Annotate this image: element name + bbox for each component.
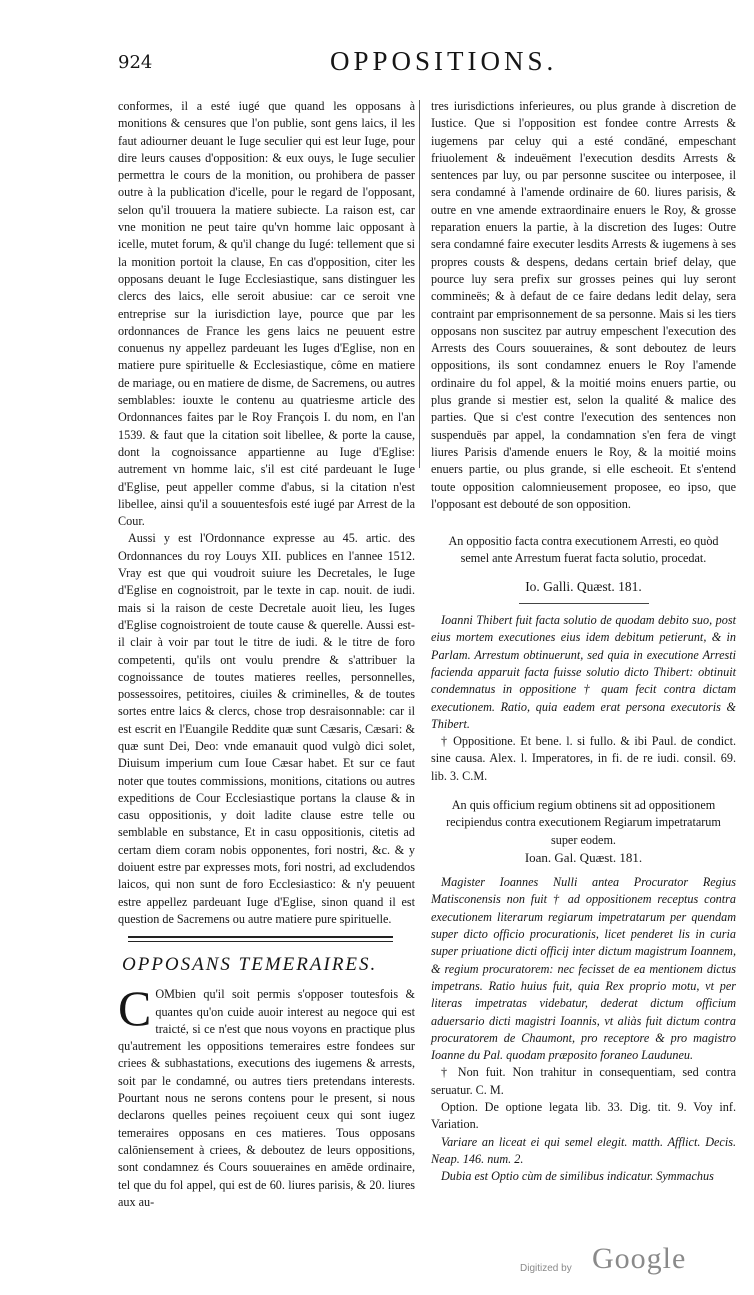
column-divider bbox=[419, 100, 420, 468]
left-paragraph-1: conformes, il a esté iugé que quand les opposans à monitions & censures que l'on publie, sont gens laics, il les faut adiourner deuant le Iuge seculier qui est leur Iuge, pour dire leurs causes d'opposition: & eux ouys, le Iuge seculier permettra le cours de la monition, ou prohibera de passer outre à la publication d'icelle, pour le regard de l'opposant, selon qu'il trouuera la matiere subiecte. La raison est, car vne monition ne peut taire qu'vn homme laic opposant à icelle, mutet forum, & qu'il change du Iugé: tellement que si la monition portoit la clause, En cas d'opposition, citer les opposans deuant le Iuge Ecclesiastique, sans distinguer les clercs des laics, elle seroit abusiue: car ce seroit vne entreprise sur la iurisdiction laye, pource que par les ordonnances de France les gens laics ne peuuent estre conuenus ny appellez pardeuant les Iuges d'Eglise, non en matiere pure spirituelle & Ecclesiastique, côme en matiere de mariage, ou en matiere de disme, de Sacremens, ou autres semblables: iouxte le contenu au quatriesme article des Ordonnances faites par le Roy François I. du nom, en l'an 1539. & faut que la citation soit libellee, & porte la cause, dont la cognoissance appartienne au Iuge d'Eglise: autrement vn homme laic, s'il est cité pardeuant le Iuge d'Eglise, peut appeller comme d'abus, si la citation n'est libellee, ainsi qu'il a souuentesfois esté iugé par Arrest de la Cour. bbox=[118, 99, 415, 529]
left-paragraph-3-text: OMbien qu'il soit permis s'opposer toutesfois & quantes qu'on cuide auoir interest au negoce qui est traicté, si ce n'est que nous voyons en practique plus qu'autrement les oppositions temeraires estre fondees sur criees & subhastations, executions des iugemens & arrests, soit par le condamné, ou autres tiers pretendans interests. Pourtant nous ne serons contens pour le present, si nous declarons quelles peines reçoiuent ceux qui sont iugez temeraires opposans en ces matieres. Tous opposans calōniensement à criees, & deboutez de leurs oppositions, sont condamnez és Cours souueraines en amēde ordinaire, tel que du fol appel, qui est de 60. liures parisis, & 20. liures aux au- bbox=[118, 987, 415, 1209]
left-paragraph-3 bbox=[118, 980, 415, 1211]
dropcap-letter: C bbox=[118, 980, 152, 1037]
left-column bbox=[118, 98, 415, 1211]
right-paragraph-5: † Non fuit. Non trahitur in consequentiam, sed contra seruatur. C. M. bbox=[431, 1065, 736, 1097]
left-paragraph-2: Aussi y est l'Ordonnance expresse au 45. artic. des Ordonnances du roy Louys XII. publices en l'annee 1512. Vray est que qui voudroit suiure les Decretales, le Iuge d'Eglise en cognoistroit, par le texte in cap. nouit. de iudi. mais si la raison de ceste Decretale auoit lieu, les Iuges d'Eglise cognoistroient de toute cause & querelle. Aussi est-il clair à voir par tout le titre de iudi. & le titre de foro competenti, qu'ils ont voulu prendre & s'attribuer la cognoissance de toutes matieres reelles, personnelles, possessoires, petitoires, ciuiles & criminelles, & de toutes sortes entre laics & clercs, chose trop desraisonnable: car il est escrit en l'Euangile Reddite quæ sunt Cæsaris, Cæsari: & quæ sunt Dei, Deo: vnde emanauit quod vulgò dici solet, Diuisum imperium cum Ioue Cæsar habet. Et sur ce faut noter que toutes commissions, monitions, citations ou autres expeditions de Cour Ecclesiastique portans la clause & in casu oppositionis, y doit ladite clause estre telle ou semblable en substance, Et in casu oppositionis, citetis ad certam diem coram nobis opponentes, fori nostri, &c. & y doiuent estre par expresses mots, fori nostri, ad excludendos laicos, qui non sunt de foro Ecclesiastico: & n'y peuuent estre appellez pardeuant Iuge d'Eglise, sinon quand il est question de Sacremens ou autre matiere pure spirituelle. bbox=[118, 531, 415, 926]
right-paragraph-2: Ioanni Thibert fuit facta solutio de quodam debito suo, post eius mortem executiones eius idem debitum petierunt, & in Parlam. Arrestum obtinuerunt, sed quia in executione Arresti facienda apparuit facta fuisse solutio dicto Thibert: obtinuit condemnatus in oppositione † quam fecit contra dictam executionem. Ratio, quia eadem erat persona executoris & Thibert. bbox=[431, 613, 736, 731]
page-header bbox=[118, 46, 733, 92]
right-paragraph-8: Dubia est Optio cùm de similibus indicatur. Symmachus bbox=[441, 1169, 714, 1184]
right-cite-1: Io. Galli. Quæst. 181. bbox=[525, 578, 642, 594]
right-cite-2: Ioan. Gal. Quæst. 181. bbox=[524, 849, 643, 865]
right-paragraph-7: Variare an liceat ei qui semel elegit. matth. Afflict. Decis. Neap. 146. num. 2. bbox=[431, 1134, 736, 1166]
digitized-label: Digitized by bbox=[520, 1263, 572, 1274]
section-heading: OPPOSANS TEMERAIRES. bbox=[122, 954, 378, 976]
google-logo: Google bbox=[592, 1242, 687, 1275]
right-paragraph-3: † Oppositione. Et bene. l. si fullo. & ibi Paul. de condict. sine causa. Alex. l. Imperatores, in fi. de re iudi. consil. 69. lib. 3. C.M. bbox=[431, 734, 736, 783]
right-paragraph-1: tres iurisdictions inferieures, ou plus grande à discretion de Iustice. Que si l'opposition est fondee contre Arrests & iugemens par celuy qui a esté condāné, empeschant friuolement & indeuëment l'execution desdits Arrests & sentences par luy, ou par personne suscitee ou interposee, il sera condamné à l'amende ordinaire de 60. liures parisis, & outre en vne amende extraordinaire enuers le Roy, & grosse reparation enuers la partie, à la discretion des Iuges: Outre sera condamné faire executer lesdits Arrests & iugemens à ses propres cousts & despens, dedans certain brief delay, que pource luy sera prefix sur grosses peines qui luy seront commineës; & à defaut de ce faire dedans ledit delay, sera contraint par emprisonnement de sa personne. Mais si les tiers opposans non suscitez par autruy empeschent l'execution des Arrests des Cours souueraines, & sont deboutez de leurs oppositions, ils sont condamnez enuers le Roy l'amende ordinaire du fol appel, & la moitié moins enuers partie, ou plus grande si mestier est, selon la qualité & malice des parties. Que si c'est contre l'execution des sentences non suspenduës par appel, la condamnation s'en fera de vingt liures Parisis d'amende enuers le Roy, & la moitié moins enuers partie, ou plus grande, si elle escheoit. Et s'entend toute opposition calomnieusement proposee, eo ipso, que l'opposant est debouté de son opposition. bbox=[431, 99, 736, 511]
right-paragraph-4: Magister Ioannes Nulli antea Procurator Regius Matisconensis non fuit † ad oppositionem receptus contra executionem literarum regiarum impetratarum per quendam super dicto officio procurationis, licet penderet lis in curia super priuatione dicti officij inter dictum magistrum Ioannem, & regium procuratorem: nec fecisset de ea mentionem dictus impetrans. Ratio huius fuit, quia Rex proprio motu, vt per literas impetratas videbatur, dederat dictum officium aduersario dicti magistri Ioannis, vt aliàs fuit dictum contra procuratorem de Chaumont, pro receptore & pro magistro Ioanne du Pal. quodam præposito foraneo Lauduneu. bbox=[431, 875, 736, 1063]
page-number: 924 bbox=[118, 52, 153, 73]
right-heading-1: An oppositio facta contra executionem Arresti, eo quòd semel ante Arrestum fuerat facta solutio, procedat. bbox=[448, 534, 719, 566]
cite-rule bbox=[519, 603, 649, 604]
running-head: OPPOSITIONS. bbox=[330, 46, 558, 76]
right-heading-2: An quis officium regium obtinens sit ad oppositionem recipiendus contra executionem Regiarum impetratarum super eodem. bbox=[446, 797, 721, 847]
section-rule bbox=[128, 936, 393, 942]
right-column bbox=[431, 98, 736, 1186]
right-paragraph-6: Option. De optione legata lib. 33. Dig. tit. 9. Voy inf. Variation. bbox=[431, 1100, 736, 1132]
